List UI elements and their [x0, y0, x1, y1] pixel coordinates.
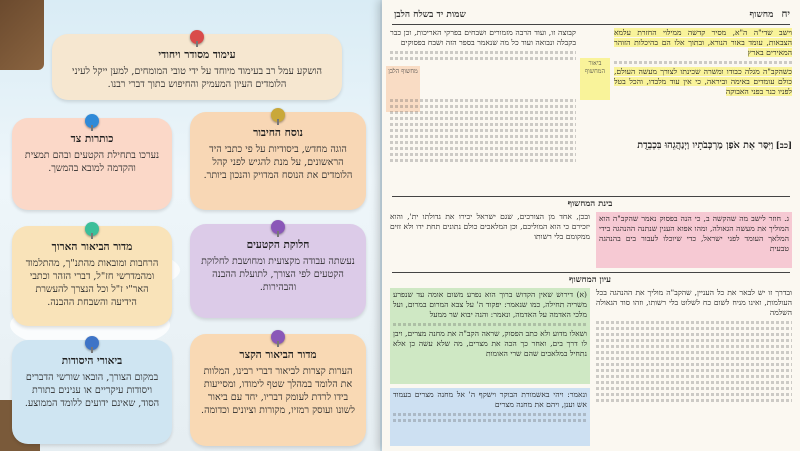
section-title-binat: בינת המחשוף — [567, 199, 613, 209]
card-body: הערות קצרות לביאור דברי רבינו, המלוות את הלומד במהלך שטף לימודו, ומסייעות בידו לרדת לעומק דבריו, יחד עם ביאור לשונו ועוסק רמזיו, מקורות וציונים וכדומה. — [201, 366, 355, 416]
text-line — [596, 339, 792, 342]
highlighted-passage: וישב שדי"ה ה"א, מסיר קדשה ממילוי החזרת עלמא הצבאות, עומד באור הנורא, ובתוך אלו הם בהיכלות הזוהר המאירים בארץ — [614, 28, 792, 58]
text-line — [390, 117, 576, 120]
card-title: נוסח החיבור — [253, 127, 303, 139]
card-body: הושקע עמל רב בעימוד מיוחד על ידי טובי המומחים, למען ייקל לעיני הלומדים העיון המעמיק והחיפוש בתוך דברי רבנו. — [72, 66, 322, 90]
text-line — [393, 413, 587, 416]
binat-left-block: ובכן, אחד מן הצורכים, שגם ישראל יכירו את גדולתו ית', והוא יזכירם כי הוא המוליכם, וכן המלאכים כולם נתונים תחת ידו ולא זזים ממקומם בלי רשותו — [390, 212, 590, 242]
text-line — [596, 363, 792, 366]
pushpin-icon — [85, 336, 99, 350]
margin-label-left: מחשוף הלבן — [386, 66, 420, 112]
left-column-text: קבוצה זו, ועוד הרבה מזמורים ושבחים בפרקי האריכות, וכן כבר בקבלה ונבואה ועוד כל מה שנאמר בספר הזה ושבח בפסוקים — [390, 28, 576, 48]
card-title: מדור הביאור הקצר — [239, 349, 317, 361]
page-number: יח — [781, 8, 790, 20]
text-line — [596, 327, 792, 330]
verse-marker: [כב] — [775, 141, 792, 151]
pushpin-icon — [271, 108, 285, 122]
text-line — [596, 381, 792, 384]
text-line — [390, 51, 576, 54]
iyun-green-left-text: ושאלו מדוע ולא כתב הפסוק, שראה הקב"ה את מחנה מצרים, ויבן לו דרך בים, ואחר כך הכה את מצרים, מה שלא עשה כן אלא נתחיל במלאכים שהם שרי האומות — [393, 329, 587, 359]
card-body: נעשתה עבודה מקצועית ומחושבת לחלוקת הקטעים לפי הצורך, לתועלת ההבנה והבהירות. — [201, 256, 355, 293]
text-line — [390, 129, 576, 132]
main-text-right — [614, 28, 792, 136]
card-intro — [52, 34, 342, 100]
card-yesodot — [12, 340, 172, 444]
text-line — [390, 153, 576, 156]
card-body: הוגה מחדש, ביסודיות על פי כתבי היד הראשונים, על מנת להגיש לפני קהל הלומדים את הנוסח המדויק והנכון ביותר. — [203, 144, 353, 181]
highlighted-passage-cont: כשהקב"ה מגלה כבודו ומשרה שכינתו לצורך מעשה העולם, כולם עומדים באימה וביראה, כי אין עוד מלבדו, והכל בטל לפניו כנר בפני האבוקה — [614, 67, 792, 97]
section-divider — [392, 272, 790, 273]
text-line — [596, 321, 792, 324]
book-page — [382, 0, 800, 451]
iyun-right-text: ובדרך זו יש לבאר את כל העניין, שהקב"ה מוליך את ההנהגה בכל העולמות, ואינו מניח לשום כח לשלוט בלי רשותו, וזהו סוד הגאולה השלמה — [596, 288, 792, 318]
binat-pink-block: ג. חוזר לישב מה שהקשה ב, כי הנה בפסוק נאמר שהקב"ה הוא המוליך את מעשה הגאולה, ומהו אפוא הענין שנתנה ההנהגה בידי המלאך העומד לפני ישראל, כדי שיוכלו לעבור בים בהנהגה טבעית — [596, 212, 792, 268]
card-kotarot — [12, 118, 172, 210]
text-line — [596, 351, 792, 354]
iyun-green-block — [390, 288, 590, 384]
margin-label-right: ביאור המחשוף — [580, 58, 610, 100]
card-title: מדור הביאור הארוך — [51, 241, 133, 253]
text-line — [596, 369, 792, 372]
text-line — [390, 159, 576, 162]
page-header — [394, 6, 790, 22]
text-line — [596, 357, 792, 360]
text-line — [390, 105, 576, 108]
header-book-name: מחשוף — [749, 9, 774, 20]
card-body: הרחבות ומובאות מהתנ"ך, מהתלמוד ומהמדרשי חז"ל, דברי הזהר וכתבי האר"י ז"ל וכל הנצרך להעשרת הידיעה והשבחת ההבנה. — [25, 258, 159, 308]
verse-block — [614, 140, 792, 192]
iyun-blue-block — [390, 388, 590, 446]
pushpin-icon — [85, 222, 99, 236]
text-line — [596, 345, 792, 348]
text-line — [390, 123, 576, 126]
header-divider — [392, 24, 790, 25]
card-body: במקום הצורך, הובאו שורשי הדברים ויסודות עיקריים או ענינים בתורת הסוד, שאינם ידועים ללומד הממוצע. — [24, 372, 160, 409]
wood-beam-decoration — [0, 0, 44, 70]
text-line — [390, 141, 576, 144]
pushpin-icon — [271, 220, 285, 234]
text-line — [596, 387, 792, 390]
header-parsha: שמות יד בשלח הלבן — [394, 9, 466, 20]
card-ha-aruch — [12, 226, 172, 326]
section-title-iyun: עיון המחשוף — [569, 275, 611, 285]
text-line — [390, 147, 576, 150]
text-line — [390, 135, 576, 138]
text-line — [596, 399, 792, 402]
text-line — [390, 111, 576, 114]
commentary-left-top — [390, 96, 576, 192]
card-title: ביאורי היסודות — [61, 355, 123, 367]
text-line — [596, 333, 792, 336]
card-nusach — [190, 112, 366, 210]
iyun-blue-text: ונאמר: ויהי באשמורת הבוקר וישקף ה' אל מחנה מצרים בעמוד אש וענן, ויהם את מחנה מצרים — [393, 390, 587, 410]
text-line — [614, 61, 792, 64]
section-divider — [392, 196, 790, 197]
pushpin-icon — [190, 30, 204, 44]
pushpin-icon — [85, 114, 99, 128]
pushpin-icon — [271, 330, 285, 344]
text-line — [390, 99, 576, 102]
text-line — [393, 323, 587, 326]
iyun-right-block — [596, 288, 792, 446]
text-line — [596, 393, 792, 396]
card-ha-katzar — [190, 334, 366, 446]
text-line — [390, 57, 576, 60]
card-title: עימוד מסודר ויחודי — [158, 49, 236, 61]
text-line — [596, 375, 792, 378]
card-title: חלוקת הקטעים — [246, 239, 310, 251]
verse-text: וַיִּסַּר אֵת אֹפַן מַרְכְּבֹתָיו וַיְנַהֲגֵהוּ בִּכְבֵדֻת — [637, 140, 774, 151]
card-body: נערכו בתחילת הקטעים ובהם תמצית והקדמה למובא בהמשך. — [24, 150, 160, 174]
iyun-green-text: (א) דירוש שאין הקדוש ברוך הוא נפרע משום אומה עד שנפרע משריה תחילה, כמו שנאמר: יפקוד ה' על צבא המרום במרום, ועל מלכי האדמה על האדמה, ונאמר: והנה יבוא שר ממעל — [393, 290, 587, 320]
card-chalukat — [190, 224, 366, 318]
card-title: כותרות צד — [70, 133, 114, 145]
text-line — [393, 419, 587, 422]
